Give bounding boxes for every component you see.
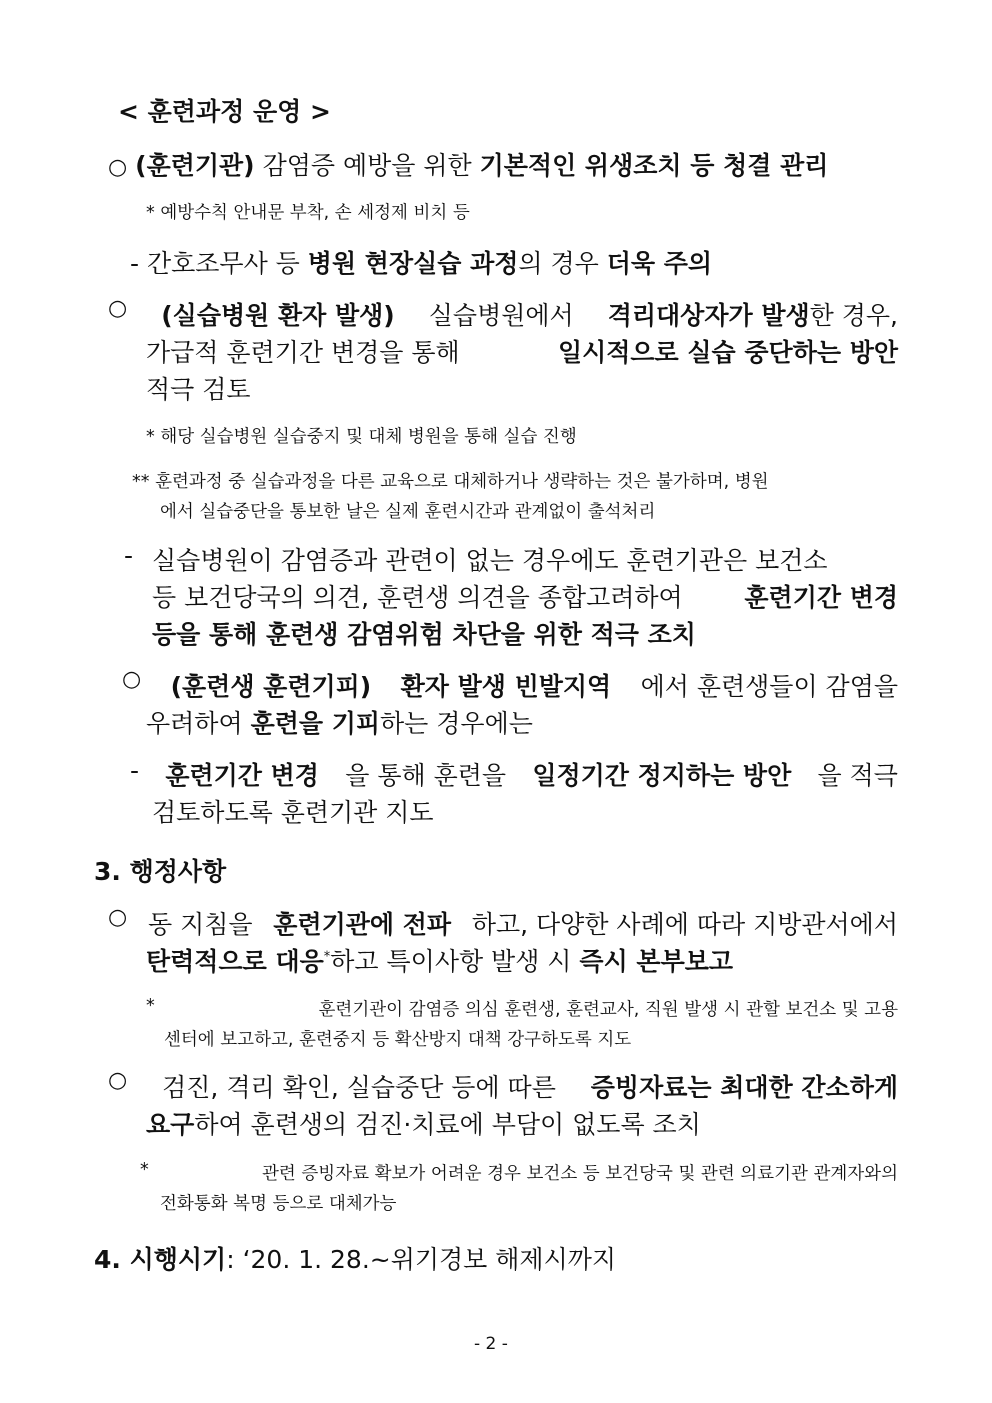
section-4 — [94, 1240, 616, 1276]
emphasis: 훈련을 기피 — [250, 709, 381, 738]
text: 하고, 다양한 사례에 따라 지방관서에서 — [471, 910, 898, 939]
circle-bullet: ○ — [108, 905, 128, 930]
emphasis: 훈련기간 변경 — [165, 761, 319, 790]
note-hospital-2 — [132, 468, 769, 493]
emphasis: 증빙자료는 최대한 간소하게 — [590, 1073, 898, 1102]
note-text: 훈련과정 중 실습과정을 다른 교육으로 대체하거나 생략하는 것은 불가하며, 병원 — [155, 472, 769, 492]
text: 한 경우, — [809, 301, 898, 330]
text: 실습병원이 감염증과 관련이 없는 경우에도 훈련기관은 보건소 — [152, 546, 828, 575]
note-admin-2 — [140, 1160, 898, 1185]
bullet-item-hospital — [108, 296, 898, 332]
note-admin-1 — [146, 996, 898, 1021]
text: 을 통해 훈련을 — [345, 761, 507, 790]
note-admin-1-line2: 센터에 보고하고, 훈련중지 등 확산방지 대책 강구하도록 지도 — [164, 1030, 632, 1050]
text: 하여 훈련생의 검진·치료에 부담이 없도록 조치 — [194, 1110, 701, 1139]
note-hygiene — [146, 199, 470, 224]
emphasis: (실습병원 환자 발생) — [161, 301, 395, 330]
emphasis: 즉시 본부보고 — [579, 947, 734, 976]
admin-item-evidence-line2 — [146, 1105, 701, 1141]
bullet-item-avoidance — [122, 667, 898, 703]
double-star-marker: ** — [132, 472, 150, 492]
text: 검진, 격리 확인, 실습중단 등에 따른 — [162, 1073, 556, 1102]
admin-item-dissemination — [108, 905, 898, 941]
bullet-item-hospital-line3: 적극 검토 — [146, 375, 251, 404]
dash-item-nursing — [130, 244, 712, 280]
emphasis: 훈련기관에 전파 — [273, 910, 452, 939]
note-hospital-2-line2: 에서 실습중단을 통보한 날은 실제 훈련시간과 관계없이 출석처리 — [160, 502, 656, 522]
admin-item-evidence — [108, 1068, 898, 1104]
page-number: - 2 - — [474, 1334, 508, 1354]
emphasis: 병원 현장실습 과정 — [307, 249, 519, 278]
dash-item-suspension — [130, 756, 898, 792]
circle-bullet: ○ — [108, 296, 128, 321]
emphasis: 요구 — [146, 1110, 195, 1139]
text: 등 보건당국의 의견, 훈련생 의견을 종합고려하여 — [152, 583, 683, 612]
text: 하는 경우에는 — [380, 709, 533, 738]
emphasis: 기본적인 위생조치 등 청결 관리 — [479, 151, 829, 180]
emphasis: (훈련생 훈련기피) — [170, 672, 372, 701]
dash-bullet: - — [124, 541, 134, 570]
circle-bullet: ○ — [108, 155, 128, 180]
text: 감염증 예방을 위한 — [262, 151, 472, 180]
emphasis: 훈련기간 변경 — [744, 583, 898, 612]
admin-item-dissemination-line2 — [146, 942, 733, 978]
emphasis: 더욱 주의 — [606, 249, 713, 278]
text: 의 경우 — [518, 249, 599, 278]
dash-item-infection-line3 — [152, 615, 696, 651]
note-text: 해당 실습병원 실습중지 및 대체 병원을 통해 실습 진행 — [160, 427, 577, 447]
emphasis: 일정기간 정지하는 방안 — [532, 761, 792, 790]
circle-bullet: ○ — [108, 1068, 128, 1093]
section-title: < 훈련과정 운영 > — [118, 97, 331, 126]
dash-bullet: - — [130, 756, 140, 785]
bullet-item-hygiene — [108, 146, 828, 182]
star-marker: * — [146, 203, 155, 223]
dash-item-suspension-line2: 검토하도록 훈련기관 지도 — [152, 798, 434, 827]
circle-bullet: ○ — [122, 667, 142, 692]
dash-item-infection-line1 — [152, 541, 898, 577]
emphasis: 탄력적으로 대응 — [146, 947, 324, 976]
bullet-item-avoidance-line2 — [146, 704, 533, 740]
text: 을 적극 — [817, 761, 898, 790]
note-text: 예방수칙 안내문 부착, 손 세정제 비치 등 — [160, 203, 470, 223]
note-text: 훈련기관이 감염증 의심 훈련생, 훈련교사, 직원 발생 시 관할 보건소 및 고용 — [318, 1000, 898, 1020]
text: 가급적 훈련기간 변경을 통해 — [146, 338, 460, 367]
emphasis: 격리대상자가 발생 — [607, 301, 810, 330]
bullet-item-hospital-line2 — [146, 333, 898, 369]
text: 에서 훈련생들이 감염을 — [640, 672, 898, 701]
label-training-institution: (훈련기관) — [135, 151, 255, 180]
text: 우려하여 — [146, 709, 243, 738]
section-4-title: 4. 시행시기 — [94, 1245, 227, 1274]
note-text: 관련 증빙자료 확보가 어려운 경우 보건소 등 보건당국 및 관련 의료기관 관계자와의 — [262, 1164, 898, 1184]
dash-item-infection-line2 — [152, 578, 898, 614]
footnote-marker: * — [323, 949, 331, 965]
star-marker: * — [140, 1160, 149, 1180]
star-marker: * — [146, 427, 155, 447]
dash-bullet: - — [130, 249, 140, 278]
emphasis: 환자 발생 빈발지역 — [400, 672, 612, 701]
note-admin-2-line2: 전화통화 복명 등으로 대체가능 — [160, 1194, 397, 1214]
text: 간호조무사 등 — [146, 249, 300, 278]
emphasis: 등을 통해 훈련생 감염위험 차단을 위한 적극 조치 — [152, 620, 696, 649]
section-3-title: 3. 행정사항 — [94, 857, 227, 886]
section-4-value: : ‘20. 1. 28.~위기경보 해제시까지 — [226, 1245, 617, 1274]
note-hospital-1 — [146, 423, 577, 448]
emphasis: 일시적으로 실습 중단하는 방안 — [557, 338, 898, 367]
star-marker: * — [146, 996, 155, 1016]
text: 실습병원에서 — [428, 301, 574, 330]
text: 하고 특이사항 발생 시 — [330, 947, 572, 976]
text: 동 지침을 — [147, 910, 253, 939]
